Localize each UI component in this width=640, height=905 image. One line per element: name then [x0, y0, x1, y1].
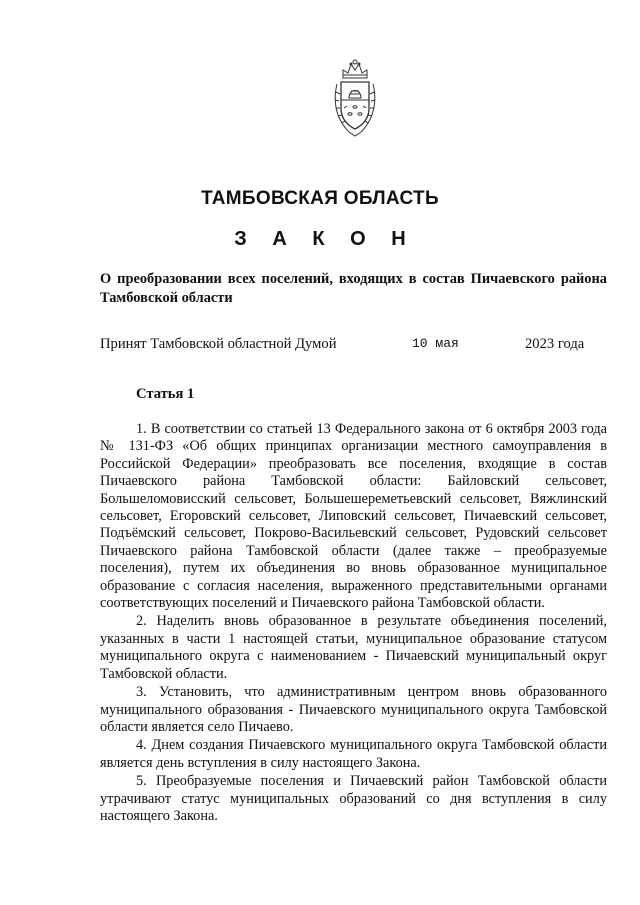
article-body	[100, 421, 607, 826]
article-paragraph-1: 1. В соответствии со статьей 13 Федерального закона от 6 октября 2003 года № 131-ФЗ «Об общих принципах организации местного самоуправления в Российской Федерации» преобразовать все поселения, входящие в состав Пичаевского района Тамбовской области: Байловский сельсовет, Большеломовисский сельсовет, Большешереметьевский сельсовет, Вяжлинский сельсовет, Егоровский сельсовет, Липовский сельсовет, Пичаевский сельсовет, Подъёмский сельсовет, Покрово-Васильевский сельсовет, Рудовский сельсовет Пичаевского района Тамбовской области (далее также – преобразуемые поселения), путем их объединения во вновь образованное муниципальное образование с согласия населения, выраженного представительными органами соответствующих поселений и Пичаевского района Тамбовской области.	[100, 421, 607, 612]
adoption-date: 10 мая	[412, 336, 459, 351]
law-subject: О преобразовании всех поселений, входящих в состав Пичаевского района Тамбовской области	[100, 271, 607, 306]
coat-of-arms-icon	[331, 58, 379, 138]
article-paragraph-2: 2. Наделить вновь образованное в результате объединения поселений, указанных в части 1 настоящей статьи, муниципальное образование статусом муниципального округа с наименованием - Пичаевский муниципальный округ Тамбовской области.	[100, 613, 607, 682]
article-paragraph-5: 5. Преобразуемые поселения и Пичаевский район Тамбовской области утрачивают статус муниципальных образований со дня вступления в силу настоящего Закона.	[100, 773, 607, 824]
document-type-title: З А К О Н	[234, 228, 416, 250]
region-title: ТАМБОВСКАЯ ОБЛАСТЬ	[201, 188, 439, 209]
adoption-label: Принят Тамбовской областной Думой	[100, 336, 337, 352]
adoption-year: 2023 года	[525, 336, 585, 352]
article-paragraph-3: 3. Установить, что административным центром вновь образованного муниципального образования - Пичаевского муниципального округа Тамбовской области является село Пичаево.	[100, 684, 607, 735]
adoption-line	[100, 336, 600, 353]
article-paragraph-4: 4. Днем создания Пичаевского муниципального округа Тамбовской области является день вступления в силу настоящего Закона.	[100, 737, 607, 771]
article-title: Статья 1	[136, 386, 195, 402]
